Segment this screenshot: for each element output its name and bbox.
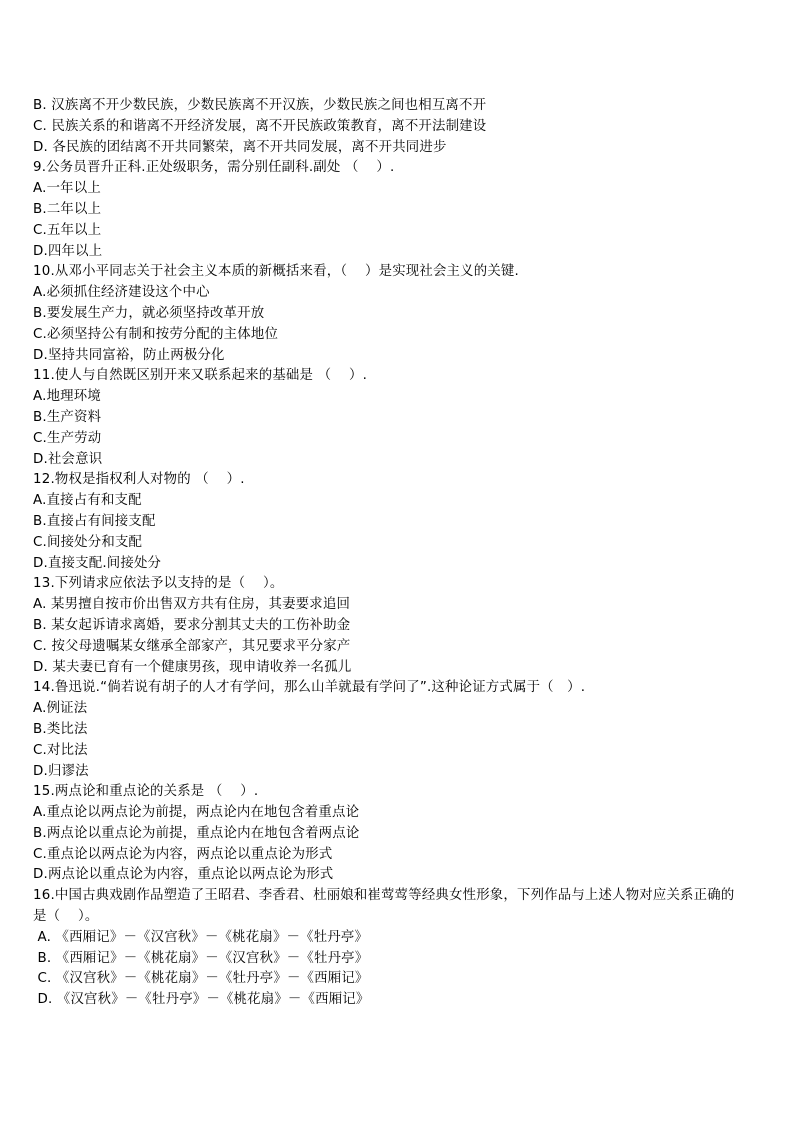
text-line: 11.使人与自然既区别开来又联系起来的基础是 （ ）.: [33, 368, 368, 384]
text-line: A.例证法: [33, 701, 88, 717]
text-line: B. 《西厢记》－《桃花扇》－《汉宫秋》－《牡丹亭》: [33, 950, 369, 966]
text-line: A.直接占有和支配: [33, 493, 142, 509]
text-line: D. 各民族的团结离不开共同繁荣，离不开共同发展，离不开共同进步: [33, 139, 447, 155]
text-line: B.两点论以重点论为前提，重点论内在地包含着两点论: [33, 825, 360, 841]
text-line: A.重点论以两点论为前提，两点论内在地包含着重点论: [33, 805, 360, 821]
text-line: C.重点论以两点论为内容，两点论以重点论为形式: [33, 846, 333, 862]
text-line: D.四年以上: [33, 243, 103, 259]
text-line: C.生产劳动: [33, 430, 102, 446]
text-line: B.二年以上: [33, 201, 102, 217]
text-line: A.必须抓住经济建设这个中心: [33, 285, 210, 301]
text-line: C. 民族关系的和谐离不开经济发展，离不开民族政策教育，离不开法制建设: [33, 118, 487, 134]
text-line: A. 《西厢记》－《汉宫秋》－《桃花扇》－《牡丹亭》: [33, 929, 369, 945]
text-line: 16.中国古典戏剧作品塑造了王昭君、李香君、杜丽娘和崔莺莺等经典女性形象，下列作品与上述人物对应关系正确的: [33, 888, 735, 904]
text-line: 14.鲁迅说.“倘若说有胡子的人才有学问，那么山羊就最有学问了”.这种论证方式属于（ ）.: [33, 680, 586, 696]
text-line: 15.两点论和重点论的关系是 （ ）.: [33, 784, 259, 800]
text-line: C. 按父母遗嘱某女继承全部家产，其兄要求平分家产: [33, 638, 351, 654]
text-line: A.地理环境: [33, 389, 101, 405]
text-line: B. 汉族离不开少数民族，少数民族离不开汉族，少数民族之间也相互离不开: [33, 98, 487, 113]
text-line: B.类比法: [33, 721, 88, 737]
text-line: C.必须坚持公有制和按劳分配的主体地位: [33, 326, 279, 342]
text-line: C.间接处分和支配: [33, 534, 143, 550]
text-line: B. 某女起诉请求离婚，要求分割其丈夫的工伤补助金: [33, 617, 351, 633]
text-line: D.归谬法: [33, 763, 89, 779]
text-line: 13.下列请求应依法予以支持的是（ ）。: [33, 576, 284, 592]
text-line: 10.从邓小平同志关于社会主义本质的新概括来看，（ ）是实现社会主义的关键.: [33, 264, 519, 280]
document-body: [33, 96, 773, 1011]
text-line: B.生产资料: [33, 409, 102, 425]
text-line: 12.物权是指权利人对物的 （ ）.: [33, 472, 245, 488]
text-line: C. 《汉宫秋》－《桃花扇》－《牡丹亭》－《西厢记》: [33, 971, 369, 987]
text-line: C.对比法: [33, 742, 88, 758]
text-line: D. 某夫妻已育有一个健康男孩，现申请收养一名孤儿: [33, 659, 352, 675]
text-line: C.五年以上: [33, 222, 102, 238]
text-line: D. 《汉宫秋》－《牡丹亭》－《桃花扇》－《西厢记》: [33, 992, 370, 1008]
text-line: D.两点论以重点论为内容，重点论以两点论为形式: [33, 867, 334, 883]
text-line: 9.公务员晋升正科.正处级职务，需分别任副科.副处 （ ）.: [33, 160, 395, 176]
text-line: D.社会意识: [33, 451, 103, 467]
text-line: D.直接支配.间接处分: [33, 555, 162, 571]
text-line: A. 某男擅自按市价出售双方共有住房，其妻要求追回: [33, 597, 351, 613]
text-line: B.直接占有间接支配: [33, 513, 156, 529]
text-line: B.要发展生产力，就必须坚持改革开放: [33, 305, 265, 321]
text-line: D.坚持共同富裕，防止两极分化: [33, 347, 225, 363]
text-line: 是（ ）。: [33, 909, 99, 925]
text-line: A.一年以上: [33, 181, 101, 197]
